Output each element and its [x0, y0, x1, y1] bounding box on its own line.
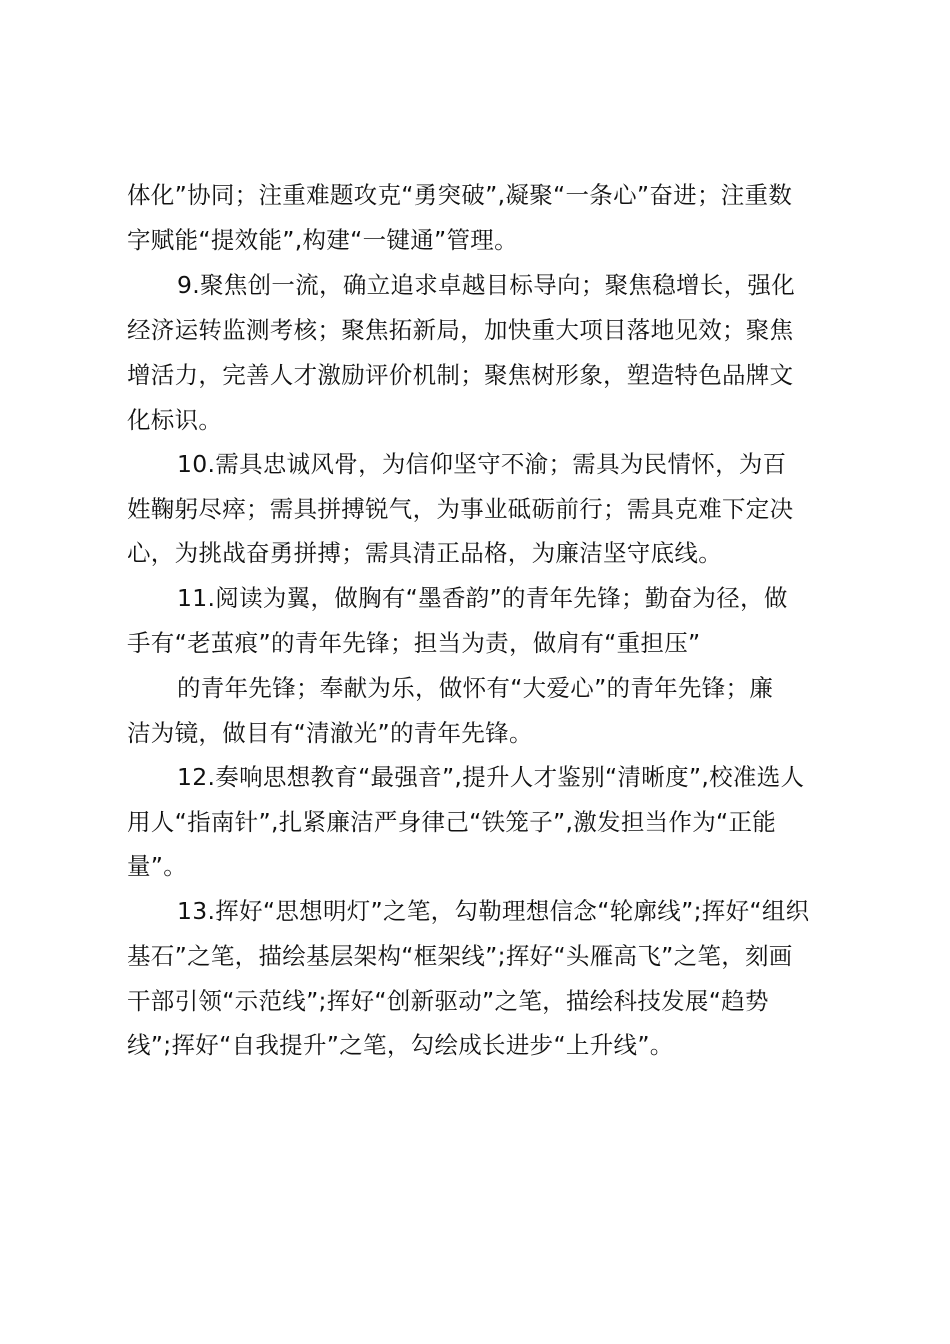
text-line: 手有“老茧痕”的青年先锋；担当为责，做肩有“重担压”	[127, 629, 701, 657]
text-line: 用人“指南针”,扎紧廉洁严身律己“铁笼子”,激发担当作为“正能	[127, 808, 777, 836]
text-line: 基石”之笔，描绘基层架构“框架线”;挥好“头雁高飞”之笔，刻画	[127, 942, 793, 970]
text-line: 干部引领“示范线”;挥好“创新驱动”之笔，描绘科技发展“趋势	[127, 987, 769, 1015]
text-line: 心，为挑战奋勇拼搏；需具清正品格，为廉洁坚守底线。	[127, 539, 722, 567]
text-line: 增活力，完善人才激励评价机制；聚焦树形象，塑造特色品牌文	[127, 361, 794, 389]
text-line: 体化”协同；注重难题攻克“勇突破”,凝聚“一条心”奋进；注重数	[127, 181, 793, 209]
text-line: 经济运转监测考核；聚焦拓新局，加快重大项目落地见效；聚焦	[127, 316, 794, 344]
text-line: 量”。	[127, 852, 188, 880]
text-line: 线”;挥好“自我提升”之笔，勾绘成长进步“上升线”。	[127, 1031, 674, 1059]
paragraph-10-start: 10.需具忠诚风骨，为信仰坚守不渝；需具为民情怀，为百	[177, 450, 787, 478]
text-line: 化标识。	[127, 406, 223, 434]
paragraph-9-start: 9.聚焦创一流，确立追求卓越目标导向；聚焦稳增长，强化	[177, 271, 796, 299]
paragraph-12-start: 12.奏响思想教育“最强音”,提升人才鉴别“清晰度”,校准选人	[177, 763, 805, 791]
text-line: 洁为镜，做目有“清澈光”的青年先锋。	[127, 719, 533, 747]
text-line: 姓鞠躬尽瘁；需具拼搏锐气，为事业砥砺前行；需具克难下定决	[127, 495, 794, 523]
text-line: 字赋能“提效能”,构建“一键通”管理。	[127, 226, 518, 254]
text-line: 的青年先锋；奉献为乐，做怀有“大爱心”的青年先锋；廉	[177, 674, 774, 702]
paragraph-11-start: 11.阅读为翼，做胸有“墨香韵”的青年先锋；勤奋为径，做	[177, 584, 788, 612]
paragraph-13-start: 13.挥好“思想明灯”之笔，勾勒理想信念“轮廓线”;挥好“组织	[177, 897, 810, 925]
